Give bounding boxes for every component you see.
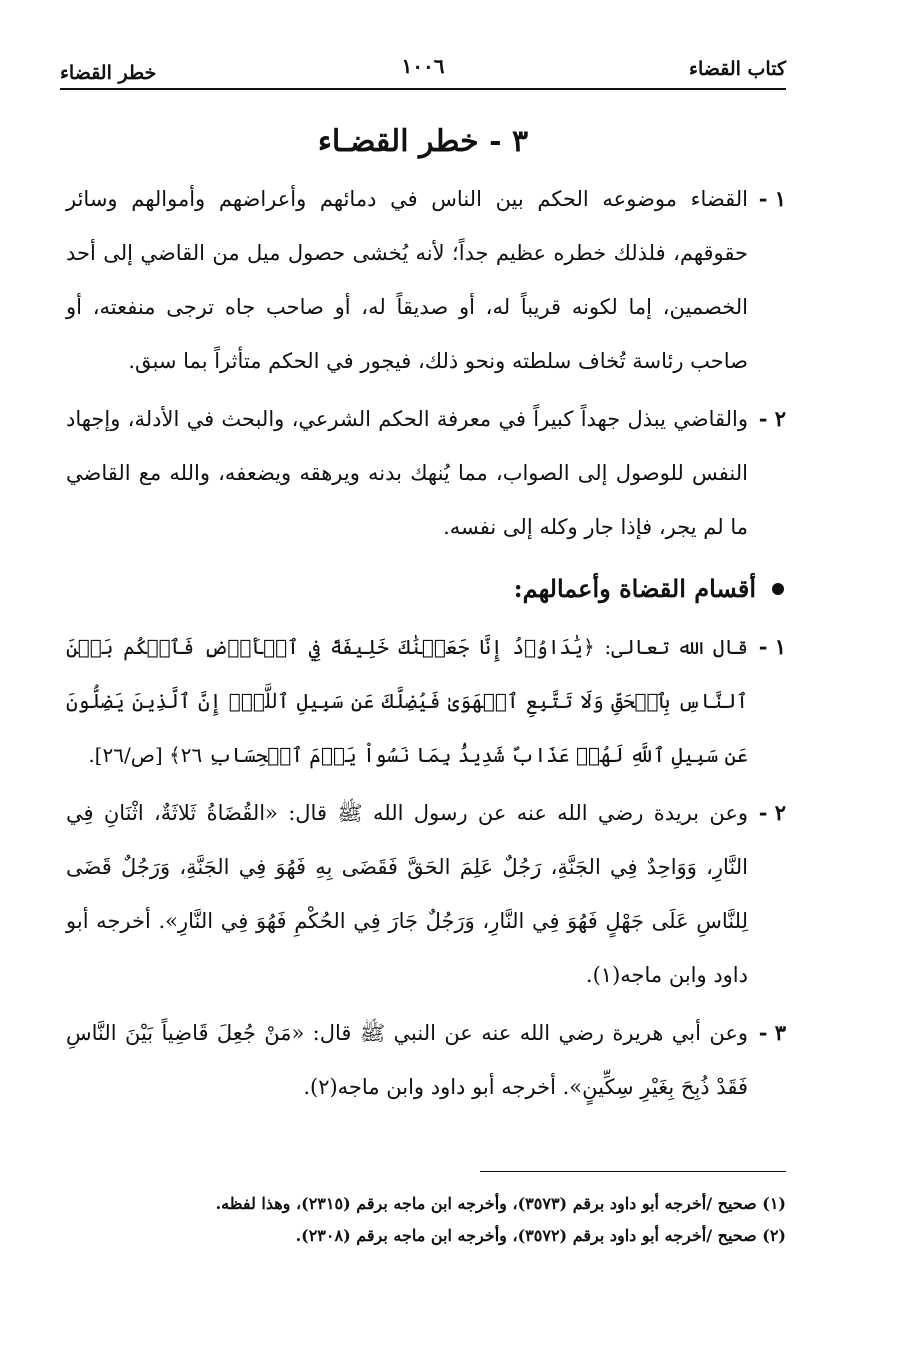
- book-title: كتاب القضاء: [689, 58, 786, 80]
- hadith-item-2: [66, 1006, 786, 1114]
- bullet-icon: [772, 583, 784, 595]
- footnotes: [150, 1188, 786, 1252]
- hadith-text: وعن بريدة رضي الله عنه عن رسول الله ﷺ قال: «القُضَاةُ ثَلاثَةٌ، اثْنَانِ فِي النَّارِ، وَوَاحِدٌ فِي الجَنَّةِ، رَجُلٌ عَلِمَ الحَقَّ فَقَضَى بِهِ فَهُوَ فِي الجَنَّةِ، وَرَجُلٌ قَضَى لِلنَّاسِ عَلَى جَهْلٍ فَهُوَ فِي النَّارِ، وَرَجُلٌ جَارَ فِي الحُكْمِ فَهُوَ فِي النَّارِ». أخرجه أبو داود وابن ماجه(١).: [66, 801, 748, 987]
- paragraph-number: ١ -: [758, 186, 786, 211]
- footnote-divider: [480, 1171, 786, 1172]
- paragraph-1: [66, 172, 786, 388]
- chapter-topic: خطر القضاء: [60, 62, 157, 84]
- page-number: ١٠٠٦: [401, 54, 445, 78]
- hadith-item-1: [66, 786, 786, 1002]
- section-title: أقسام القضاة وأعمالهم:: [513, 574, 756, 603]
- paragraph-text: القضاء موضوعه الحكم بين الناس في دمائهم وأعراضهم وأموالهم وسائر حقوقهم، فلذلك خطره عظيم جداً؛ لأنه يُخشى حصول ميل من القاضي إلى أحد الخصمين، إما لكونه قريباً له، أو صديقاً له، أو صاحب جاه ترجى منفعته، أو صاحب رئاسة تُخاف سلطته ونحو ذلك، فيجور في الحكم متأثراً بما سبق.: [66, 187, 748, 373]
- footnote-1: (١) صحيح /أخرجه أبو داود برقم (٣٥٧٣)، وأخرجه ابن ماجه برقم (٢٣١٥)، وهذا لفظه.: [215, 1194, 786, 1213]
- hadith-text: وعن أبي هريرة رضي الله عنه عن النبي ﷺ قال: «مَنْ جُعِلَ قَاضِياً بَيْنَ النَّاسِ فَقَدْ ذُبِحَ بِغَيْرِ سِكِّينٍ». أخرجه أبو داود وابن ماجه(٢).: [66, 1021, 748, 1099]
- footnote-2: (٢) صحيح /أخرجه أبو داود برقم (٣٥٧٢)، وأخرجه ابن ماجه برقم (٢٣٠٨).: [295, 1226, 786, 1245]
- running-header: [60, 52, 786, 92]
- header-divider: [60, 88, 786, 90]
- section-heading: [66, 562, 786, 616]
- quran-verse-item: [66, 620, 786, 782]
- paragraph-number: ٢ -: [758, 406, 786, 431]
- main-text: [66, 172, 786, 1114]
- paragraph-number: ٢ -: [758, 800, 786, 825]
- chapter-title: ٣ - خطر القضـاء: [317, 124, 529, 159]
- paragraph-text: والقاضي يبذل جهداً كبيراً في معرفة الحكم الشرعي، والبحث في الأدلة، وإجهاد النفس للوصول إلى الصواب، مما يُنهك بدنه ويرهقه ويضعفه، والله مع القاضي ما لم يجر، فإذا جار وكله إلى نفسه.: [66, 407, 748, 539]
- paragraph-number: ١ -: [758, 634, 786, 659]
- paragraph-number: ٣ -: [758, 1020, 786, 1045]
- quran-verse-text: قال الله تعالى: ﴿يَٰدَاوُۥدُ إِنَّا جَعَلۡنَٰكَ خَلِيفَةً فِي ٱلۡأَرۡضِ فَٱحۡكُم بَيۡنَ ٱلنَّاسِ بِٱلۡحَقِّ وَلَا تَتَّبِعِ ٱلۡهَوَىٰ فَيُضِلَّكَ عَن سَبِيلِ ٱللَّهِۚ إِنَّ ٱلَّذِينَ يَضِلُّونَ عَن سَبِيلِ ٱللَّهِ لَهُمۡ عَذَابٌ شَدِيدُۢ بِمَا نَسُواْ يَوۡمَ ٱلۡحِسَابِ ٢٦﴾ [ص/٢٦].: [66, 635, 748, 767]
- paragraph-2: [66, 392, 786, 554]
